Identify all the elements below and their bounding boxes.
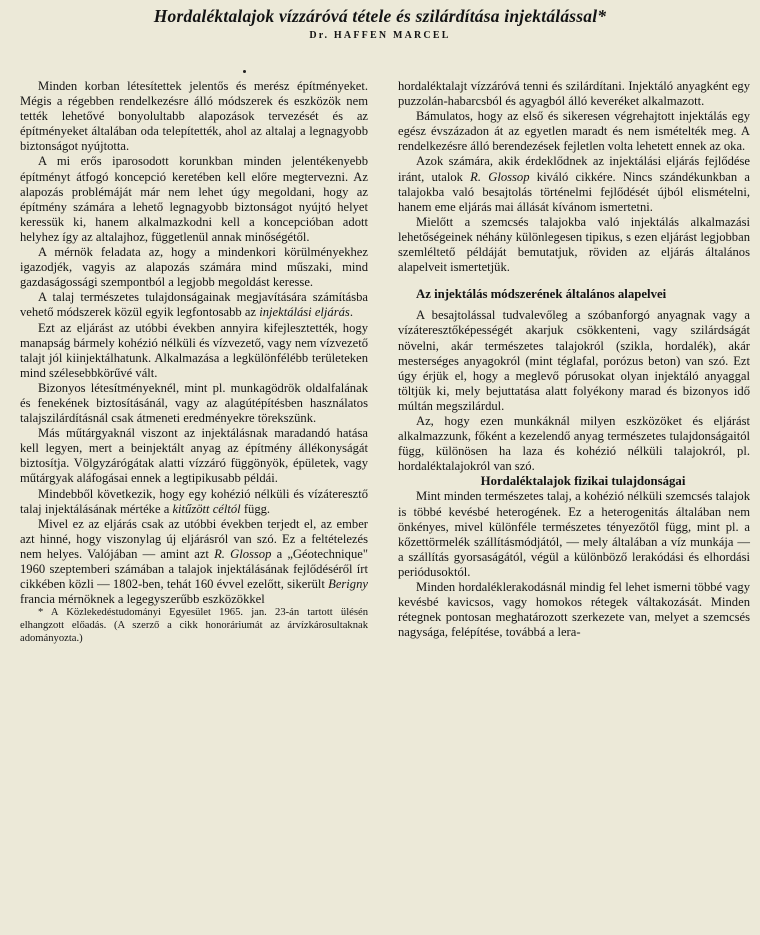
paragraph: Mint minden természetes talaj, a kohézió nélküli szemcsés talajok is többé kevésbé heterogének. Ez a heterogenitás általában nem önkényes, mivel különféle természetes tényezőtől függ, mint pl. a kőzettörmelék szállításmódjától, — mely általában a víz munkája — a szállítás gyorsaságától, végül a különböző lerakódási és elhordási periódusoktól.	[398, 489, 750, 579]
print-mark	[243, 70, 246, 73]
footnote: * A Közlekedéstudományi Egyesület 1965. jan. 23-án tartott ülésén elhangzott előadás. (A szerző a cikk honoráriumát az árvízkárosultaknak adományozta.)	[20, 607, 368, 644]
left-column	[20, 79, 368, 646]
paragraph: A mérnök feladata az, hogy a mindenkori körülményekhez igazodjék, vagyis az alapozás számára mind műszaki, mind gazdaságossági szempontból a legjobb megoldást keresse.	[20, 245, 368, 290]
paragraph: Bizonyos létesítményeknél, mint pl. munkagödrök oldalfalának és fenekének biztosításánál, vagy az alagútépítésben használatos talajszilárdításnál csak átmeneti eredményekre törekszünk.	[20, 380, 368, 426]
paragraph: Minden hordaléklerakodásnál mindig fel lehet ismerni többé vagy kevésbé kavicsos, vagy homokos rétegek váltakozását. Minden rétegnek pontosan meghatározott szerkezete van, melyet a szemcsés nagysága, felépítése, továbbá a lera-	[398, 580, 750, 640]
paragraph: Bámulatos, hogy az első és sikeresen végrehajtott injektálás egy egész évszázadon át az egyetlen maradt és nem ismételték meg. A rendelkezésre álló berendezések fejletlen volta lehetett ennek az oka.	[398, 109, 750, 154]
paragraph: Minden korban létesítettek jelentős és merész építményeket. Mégis a régebben rendelkezésre álló módszerek és eszközök nem tették lehetővé bonyolultabb alapozások tervezését és az építményeket általában oda telepítették, ahol az altalaj a legnagyobb biztonságot nyújtotta.	[20, 79, 368, 154]
emphasis-text: R. Glossop	[470, 169, 530, 184]
text: Mivel ez az eljárás csak az utóbbi években terjedt el, az ember azt hinné, hogy viszonylag új eljárásról van szó. Ez a feltételezés nem helyes. Valójában — amint azt	[20, 516, 368, 561]
paragraph: Az, hogy ezen munkáknál milyen eszközöket és eljárást alkalmazzunk, főként a kezelendő anyag természetes tulajdonságaitól függ, különösen ha laza és kohézió nélküli talajokról, pl. hordaléktalajokról van szó.	[398, 413, 750, 474]
article-author: Dr. HAFFEN MARCEL	[309, 30, 451, 41]
paragraph: Ezt az eljárást az utóbbi években annyira kifejlesztették, hogy manapság bármely kohézió nélküli és vízvezető, vagy nem vízvezető talajt jól kiinjektálhatunk. Alkalmazása a legkülönfélébb területeken mind szélesebbkörűvé vált.	[20, 320, 368, 380]
section-heading: Hordaléktalajok fizikai tulajdonságai	[480, 474, 686, 489]
emphasis-text: injektálási eljárás	[259, 305, 350, 320]
section-heading: Az injektálás módszerének általános alapelvei	[416, 287, 667, 302]
paragraph	[20, 290, 368, 320]
text: .	[349, 305, 353, 320]
emphasis-text: R. Glossop	[214, 546, 272, 561]
text: kiváló cikkére. Nincs szándékunkban a talajokba való besajtolás történelmi fejlődését újból elismételni, hanem eme eljárás mai állását kívánom ismertetni.	[398, 169, 750, 214]
text: francia mérnöknek a legegyszerűbb eszközökkel	[20, 592, 265, 607]
emphasis-text: kitűzött céltól	[172, 501, 241, 516]
paragraph: A besajtolással tudvalevőleg a szóbanforgó anyagnak vagy a vízáteresztőképességét akarjuk csökkenteni, vagy szilárdságát növelni, akár természetes talajokról (szikla, hordalék), akár mesterséges anyagokról (mint téglafal, porózus beton) van szó. Ezt úgy érjük el, hogy a meglevő pórusokat olyan injektáló anyaggal töltjük ki, mely bejuttatása alatt folyékony marad és bizonyos idő múltán megszilárdul.	[398, 308, 750, 413]
paragraph	[398, 154, 750, 214]
text: A talaj természetes tulajdonságainak megjavítására számításba vehető módszerek közül egyik legfontosabb az	[20, 290, 368, 320]
paragraph: Mielőtt a szemcsés talajokba való injektálás alkalmazási lehetőségeinek néhány különlegesen tipikus, s ezen eljárást legjobban szemléltető példáját bemutatjuk, röviden az eljárás általános alapelveit ismertetjük.	[398, 214, 750, 275]
paragraph	[20, 517, 368, 608]
text: a „Géotechnique" 1960 szeptemberi számában a talajok injektálásának fejlődéséről írt cikkében közli — 1802-ben, tehát 160 évvel ezelőtt, sikerült	[20, 546, 369, 592]
article-title: Hordaléktalajok vízzáróvá tétele és szilárdítása injektálással*	[153, 6, 607, 26]
text: függ.	[243, 501, 271, 516]
paragraph: A mi erős iparosodott korunkban minden jelentékenyebb építményt átfogó koncepció keretében kell előre megtervezni. Az alapozás problémáját már nem lehet úgy megoldani, hogy az építmény számára a lehető legnagyobb biztonságot nyújtó helyet keressük ki, hanem alkalmazkodni kell a koncepcióban adott helyhez így az altalajhoz, függetlenül annak minőségétől.	[20, 154, 368, 244]
emphasis-text: Berigny	[328, 577, 368, 592]
text: Azok számára, akik érdeklődnek az injektálási eljárás fejlődése iránt, utalok	[398, 154, 750, 184]
text: Mindebből következik, hogy egy kohézió nélküli és vízáteresztő talaj injektálásának mértéke a	[20, 486, 368, 516]
paragraph: hordaléktalajt vízzáróvá tenni és szilárdítani. Injektáló anyagként egy puzzolán-habarcsból és agyagból álló keveréket alkalmazott.	[398, 79, 750, 109]
right-column	[398, 79, 750, 640]
paragraph	[20, 487, 368, 517]
paragraph: Más műtárgyaknál viszont az injektálásnak maradandó hatása kell legyen, mert a beinjektált anyag az építmény állékonyságát biztosítja. Völgyzárógátak alatti vízzáró függönyök, épületek, vagy műtárgyak aláfogásai ennek a legtipikusabb példái.	[20, 426, 368, 486]
